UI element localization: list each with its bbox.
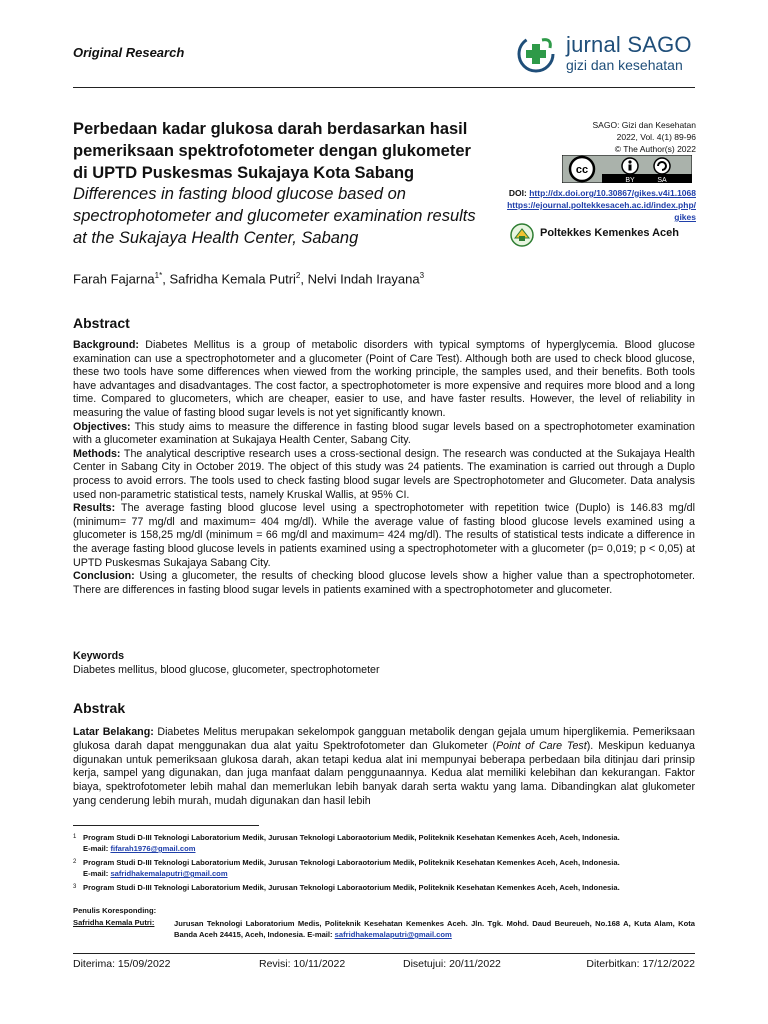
footnote-email: [83, 843, 196, 854]
author-affiliation-mark: 1*: [154, 271, 163, 280]
meta-journal: SAGO: Gizi dan Kesehatan: [592, 120, 696, 130]
abstract-heading: Abstract: [73, 315, 130, 331]
abstract-methods: [73, 448, 695, 502]
text: The average fasting blood glucose level using a spectrophotometer with repetition twice (Duplo) is 146.83 mg/dl (minimum= 77 mg/dl and maximum= 404 mg/dl). While the average value of fasting blood glucose levels examined using a glucometer is 158,25 mg/dl (minimum = 66 mg/dl and maximum= 424 mg/dl). The results of statistical tests indicate a difference in the average fasting blood glucose levels in patients examined using a spectrophotometer with a glucometer (p= 0,019; p < 0,05) at UPTD Puskesmas Sukajaya Sabang City.: [73, 502, 695, 569]
journal-url-link-1[interactable]: https://ejournal.poltekkesaceh.ac.id/index.php/: [507, 200, 696, 210]
institution-name: Poltekkes Kemenkes Aceh: [540, 227, 679, 239]
cc-license-badge[interactable]: [562, 155, 692, 183]
journal-logo-icon: [516, 34, 556, 74]
text: Diabetes Melitus merupakan sekelompok gangguan metabolik dengan gejala umum hiperglikemia. Pemeriksaan glukosa darah dapat menggunakan dua alat yaitu Spektrofotometer dan Glukometer (: [73, 726, 695, 752]
author-name: Farah Fajarna: [73, 271, 155, 287]
date-accepted: Disetujui: 20/11/2022: [403, 958, 501, 970]
journal-name: jurnal SAGO: [566, 32, 692, 57]
keywords-heading: Keywords: [73, 650, 125, 662]
correspondence-name: Safridha Kemala Putri:: [73, 918, 155, 927]
title-indonesian: Perbedaan kadar glukosa darah berdasarkan hasil pemeriksaan spektrofotometer dengan glukometer di UPTD Puskesmas Sukajaya Kota Sabang: [73, 120, 471, 182]
footnote-number: 1: [73, 834, 77, 840]
author-list: [73, 271, 424, 286]
by-text: BY: [625, 177, 635, 183]
abstract-background: [73, 339, 695, 421]
text: The analytical descriptive research uses a cross-sectional design. The research was conducted at the Sukajaya Health Center in Sabang City in October 2019. The object of this study was 24 patients. The examination is carried out through a Duplo process to avoid errors. The tools used to check fasting blood sugar levels are Spectrophotometer and Glucometer. Data analysis used non-parametric statistical tests, namely Kruskal Wallis, at 95% CI.: [73, 447, 695, 501]
abstrak-body: [73, 726, 695, 809]
email-link[interactable]: fifarah1976@gmail.com: [110, 844, 196, 853]
title-english: Differences in fasting blood glucose based on spectrophotometer and glucometer examination results at the Sukajaya Health Center, Sabang: [73, 185, 476, 247]
text: This study aims to measure the difference in fasting blood sugar levels based on a spectrophotometer examination with a glucometer examination at Sukajaya Health Center, Sabang City.: [73, 420, 695, 447]
footnote-divider: [73, 825, 259, 826]
label: Conclusion:: [73, 570, 135, 583]
abstract-results: [73, 502, 695, 570]
abstract-body: [73, 339, 695, 597]
text-italic: Point of Care Test: [496, 739, 587, 752]
label: Results:: [73, 502, 116, 515]
meta-copyright: © The Author(s) 2022: [614, 144, 696, 154]
header-divider: [73, 87, 695, 88]
doi-block: [486, 187, 696, 223]
label: Background:: [73, 339, 139, 351]
address-text: Jurusan Teknologi Laboratorium Medis, Politeknik Kesehatan Kemenkes Aceh. Jln. Tgk. Mohd. Daud Beureueh, No.168 A, Kuta Alam, Kota Banda Aceh 24415, Aceh, Indonesia. E-mail:: [174, 919, 695, 939]
doi-link[interactable]: http://dx.doi.org/10.30867/gikes.v4i1.1068: [529, 188, 696, 198]
footnote-number: 2: [73, 859, 77, 865]
footnote-email: [83, 868, 228, 879]
abstrak-heading: Abstrak: [73, 700, 126, 716]
keywords-list: Diabetes mellitus, blood glucose, glucometer, spectrophotometer: [73, 664, 380, 676]
doi-label: DOI:: [508, 188, 530, 198]
label: Latar Belakang:: [73, 726, 154, 738]
footnote-text: Program Studi D-III Teknologi Laboratorium Medik, Jurusan Teknologi Laboraotorium Medik, Politeknik Kesehatan Kemenkes Aceh, Aceh, Indonesia.: [83, 858, 620, 867]
abstract-objectives: [73, 421, 695, 448]
date-received: Diterima: 15/09/2022: [73, 958, 171, 970]
correspondence-address: [174, 918, 695, 940]
email-label: E-mail:: [83, 869, 111, 878]
email-link[interactable]: safridhakemalaputri@gmail.com: [110, 869, 228, 878]
institution-logo-icon: [510, 223, 534, 247]
date-published: Diterbitkan: 17/12/2022: [586, 958, 695, 970]
text: Diabetes Mellitus is a group of metabolic disorders with typical symptoms of hyperglycemia. Blood glucose examination can use a spectrophotometer and a glucometer (Point of Care Test). Although both are used to check blood glucose, these two tools have some differences when viewed from the working principle, the samples used, and their benefits. Both tools have advantages and disadvantages. The cost factor, a spectrophotometer is more expensive and requires more blood and a long time. Compared to glucometers, which are cheaper, easier to use, and have faster results. However, the level of reliability in measuring the value of fasting blood sugar levels is not yet significantly known.: [73, 339, 695, 419]
author-name: Nelvi Indah Irayana: [307, 271, 420, 287]
dates-divider: [73, 953, 695, 954]
meta-volume: 2022, Vol. 4(1) 89-96: [616, 132, 696, 142]
article-type-label: Original Research: [73, 45, 185, 60]
text: ). Meskipun keduanya digunakan untuk pemeriksaan glukosa darah, akan tetapi kedua alat ini mempunyai beberapa perbedaan bila ditinjau dari prinsip kerja, sampel yang digunakan, dan juga manfaat dalam penggunaannya. Kedua alat memiliki kelebihan dan kekurangan. Faktor biaya, spektrofotometer lebih mahal dan memerlukan lebih banyak darah serta waktu yang lama. Dibandingkan alat glukometer yang cenderung lebih murah, mudah digunakan dan hasil lebih: [73, 739, 695, 807]
abstract-conclusion: [73, 570, 695, 597]
correspondence-heading: Penulis Koresponding:: [73, 906, 157, 915]
journal-logo: [516, 32, 696, 76]
cc-text: cc: [575, 164, 589, 176]
author-separator: ,: [300, 271, 308, 287]
author-affiliation-mark: 3: [419, 271, 425, 280]
author-affiliation-mark: 2: [295, 271, 301, 280]
journal-url-link-2[interactable]: gikes: [674, 212, 696, 222]
author-name: Safridha Kemala Putri: [169, 271, 296, 287]
journal-subtitle: gizi dan kesehatan: [566, 57, 683, 73]
label: Objectives:: [73, 420, 131, 433]
footnote-text: Program Studi D-III Teknologi Laboratorium Medik, Jurusan Teknologi Laboraotorium Medik, Politeknik Kesehatan Kemenkes Aceh, Aceh, Indonesia.: [83, 833, 620, 842]
author-separator: ,: [162, 271, 170, 287]
journal-meta: [500, 119, 696, 155]
footnote-number: 3: [73, 884, 77, 890]
text: Using a glucometer, the results of checking blood glucose levels show a higher value than a spectrophotometer. There are differences in fasting blood sugar levels in patients examined with a spectrophotometer and glucometer.: [73, 570, 695, 596]
footnote-text: Program Studi D-III Teknologi Laboratorium Medik, Jurusan Teknologi Laboraotorium Medik, Politeknik Kesehatan Kemenkes Aceh, Aceh, Indonesia.: [83, 883, 620, 892]
sa-text: SA: [657, 177, 667, 183]
date-revised: Revisi: 10/11/2022: [259, 958, 346, 970]
email-label: E-mail:: [83, 844, 111, 853]
institution-badge: [510, 223, 696, 247]
label: Methods:: [73, 447, 121, 460]
correspondence-email-link[interactable]: safridhakemalaputri@gmail.com: [334, 930, 452, 939]
